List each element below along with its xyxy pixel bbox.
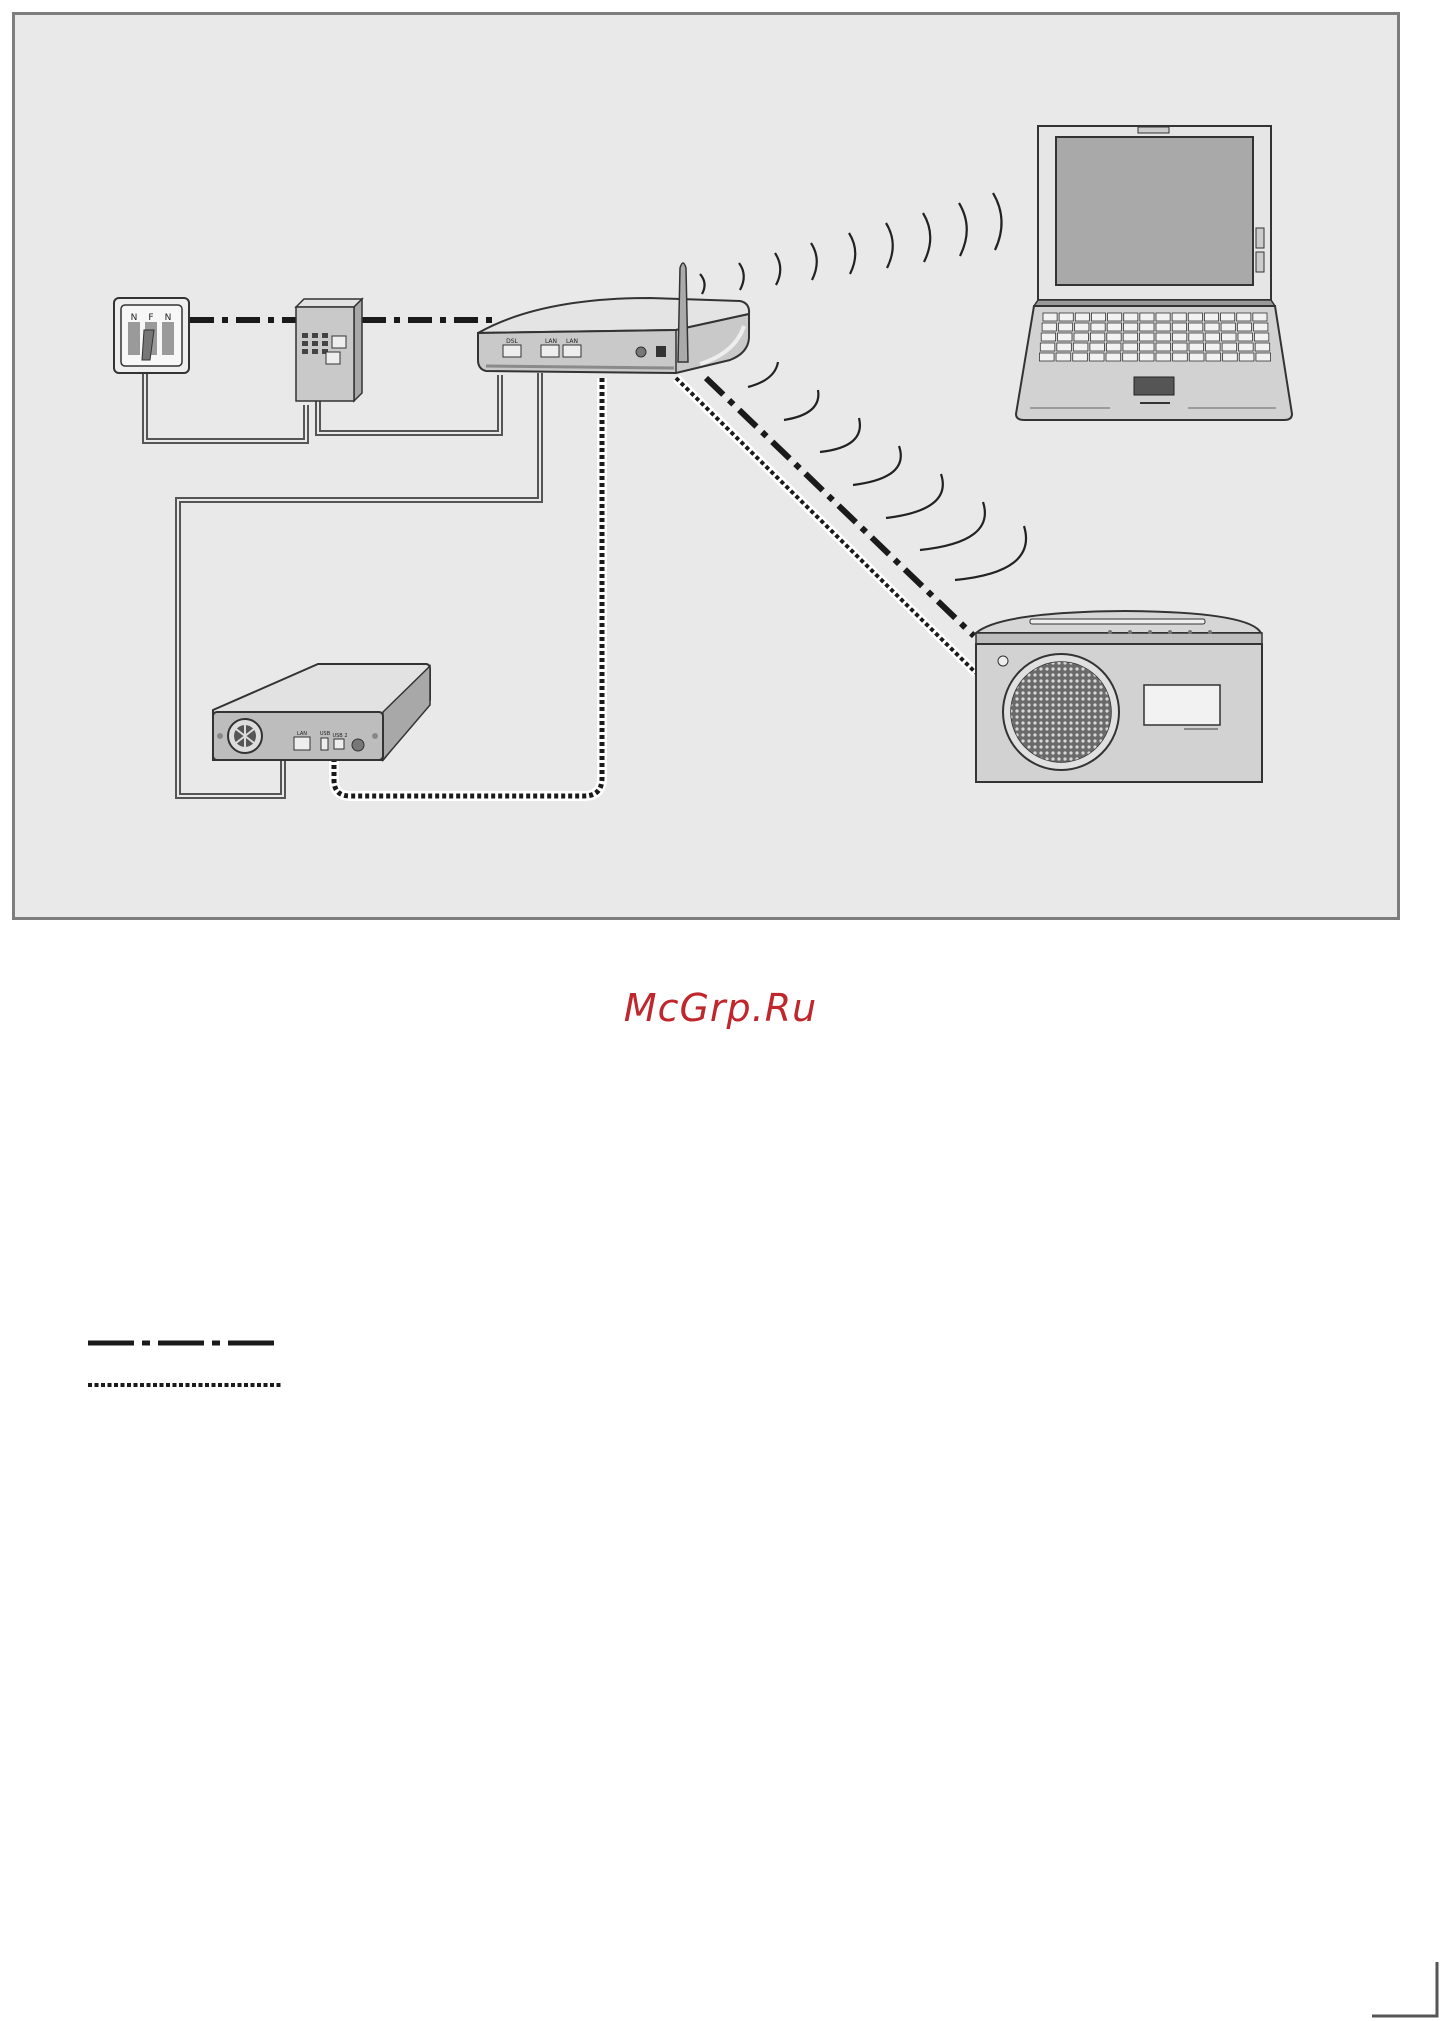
laptop-key	[1189, 323, 1203, 331]
laptop-key	[1172, 333, 1186, 341]
laptop-key	[1156, 353, 1171, 361]
laptop-key	[1039, 353, 1054, 361]
laptop-key	[1057, 343, 1072, 351]
laptop-key	[1123, 333, 1137, 341]
laptop-key	[1075, 313, 1089, 321]
laptop-key	[1106, 343, 1121, 351]
laptop-key	[1106, 353, 1121, 361]
laptop-key	[1107, 333, 1121, 341]
laptop-key	[1090, 343, 1105, 351]
laptop-key	[1058, 333, 1072, 341]
laptop-key	[1156, 323, 1170, 331]
laptop-key	[1222, 343, 1237, 351]
laptop-key	[1256, 353, 1271, 361]
laptop-key	[1107, 323, 1121, 331]
laptop-key	[1255, 343, 1270, 351]
laptop-key	[1091, 313, 1105, 321]
laptop-key	[1058, 323, 1072, 331]
router-port-label: DSL	[506, 338, 518, 345]
laptop-key	[1223, 353, 1238, 361]
laptop-key	[1043, 313, 1057, 321]
laptop-key	[1254, 323, 1268, 331]
laptop-key	[1188, 313, 1202, 321]
laptop-key	[1206, 353, 1221, 361]
laptop-key	[1239, 353, 1254, 361]
socket-port-label: F	[148, 313, 154, 323]
wifi-wave-icon	[748, 362, 1026, 580]
laptop-key	[1139, 343, 1154, 351]
laptop-key	[1156, 333, 1170, 341]
laptop-key	[1156, 313, 1170, 321]
socket-port-label: N	[164, 313, 172, 323]
laptop-key	[1124, 313, 1138, 321]
drive-port-label: USB 2	[332, 733, 348, 739]
drive-port-label: LAN	[296, 731, 308, 737]
laptop-key	[1090, 333, 1104, 341]
router-icon	[478, 263, 749, 373]
laptop-key	[1073, 343, 1088, 351]
laptop-key	[1172, 323, 1186, 331]
network-diagram	[0, 0, 1441, 930]
line-legend	[86, 1330, 296, 1390]
laptop-key	[1140, 333, 1154, 341]
laptop-key	[1140, 323, 1154, 331]
laptop-key	[1041, 333, 1055, 341]
router-port-label: LAN	[565, 338, 579, 345]
wall-socket-icon	[114, 298, 189, 373]
laptop-key	[1254, 333, 1268, 341]
laptop-key	[1123, 353, 1138, 361]
laptop-key	[1123, 323, 1137, 331]
usb-line-router-radio	[676, 378, 976, 673]
laptop-key	[1091, 323, 1105, 331]
laptop-key	[1073, 353, 1088, 361]
laptop-key	[1221, 313, 1235, 321]
laptop-key	[1205, 323, 1219, 331]
wifi-wave-icon	[700, 193, 1002, 294]
laptop-key	[1059, 313, 1073, 321]
laptop-key	[1140, 313, 1154, 321]
laptop-key	[1074, 333, 1088, 341]
splitter-icon	[296, 299, 362, 401]
laptop-key	[1221, 323, 1235, 331]
laptop-key	[1042, 323, 1056, 331]
laptop-key	[1173, 343, 1188, 351]
laptop-key	[1189, 333, 1203, 341]
laptop-icon	[1016, 126, 1292, 420]
laptop-key	[1189, 353, 1204, 361]
laptop-key	[1056, 353, 1071, 361]
laptop-key	[1173, 353, 1188, 361]
laptop-key	[1205, 333, 1219, 341]
laptop-key	[1189, 343, 1204, 351]
lan-line-router-radio	[706, 378, 974, 636]
radio-icon	[976, 611, 1262, 782]
laptop-key	[1172, 313, 1186, 321]
laptop-key	[1040, 343, 1055, 351]
laptop-key	[1075, 323, 1089, 331]
laptop-key	[1239, 343, 1254, 351]
socket-port-label: N	[130, 313, 138, 323]
laptop-key	[1237, 313, 1251, 321]
laptop-key	[1238, 333, 1252, 341]
drive-port-label: USB	[319, 731, 331, 737]
watermark: McGrp.Ru	[623, 986, 818, 1030]
laptop-key	[1108, 313, 1122, 321]
laptop-key	[1139, 353, 1154, 361]
laptop-key	[1237, 323, 1251, 331]
laptop-key	[1123, 343, 1138, 351]
laptop-key	[1222, 333, 1236, 341]
laptop-key	[1253, 313, 1267, 321]
laptop-key	[1206, 343, 1221, 351]
page-corner-mark	[1370, 1960, 1441, 2021]
laptop-key	[1156, 343, 1171, 351]
laptop-key	[1089, 353, 1104, 361]
laptop-key	[1204, 313, 1218, 321]
hard-drive-icon	[213, 664, 430, 760]
router-port-label: LAN	[544, 338, 558, 345]
